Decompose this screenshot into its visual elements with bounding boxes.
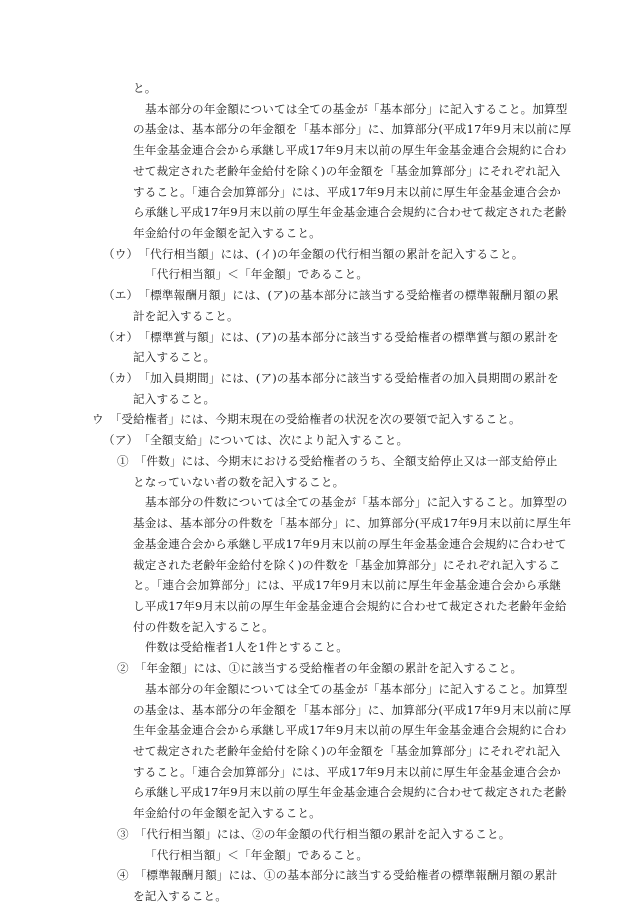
text-line: 基本部分の件数については全ての基金が「基本部分」に記入すること。加算型の: [145, 495, 568, 509]
text-line: ③ 「代行相当額」には、②の年金額の代行相当額の累計を記入すること。: [117, 827, 511, 841]
text-line: 年金給付の年金額を記入すること。: [133, 226, 321, 240]
text-line: （ア） 「全額支給」については、次により記入すること。: [103, 433, 409, 447]
text-line: 記入すること。: [133, 350, 216, 364]
text-line: 基本部分の年金額については全ての基金が「基本部分」に記入すること。加算型: [145, 682, 568, 696]
text-line: を記入すること。: [133, 889, 227, 903]
text-line: 記入すること。: [133, 392, 216, 406]
text-line: （エ） 「標準報酬月額」には、(ア)の基本部分に該当する受給権者の標準報酬月額の累: [103, 288, 559, 302]
text-line: 基本部分の年金額については全ての基金が「基本部分」に記入すること。加算型: [145, 102, 568, 116]
text-line: 金基金連合会から承継し平成17年9月末以前の厚生年金基金連合会規約に合わせて: [133, 537, 567, 551]
text-line: 付の件数を記入すること。: [133, 620, 274, 634]
text-line: （カ） 「加入員期間」には、(ア)の基本部分に該当する受給権者の加入員期間の累計を: [103, 371, 559, 385]
text-line: せて裁定された老齢年金給付を除く)の年金額を「基金加算部分」にそれぞれ記入: [133, 744, 561, 758]
text-line: し平成17年9月末以前の厚生年金基金連合会規約に合わせて裁定された老齢年金給: [133, 599, 567, 613]
text-line: 基金は、基本部分の件数を「基本部分」に、加算部分(平成17年9月末以前に厚生年: [133, 516, 572, 530]
text-line: ら承継し平成17年9月末以前の厚生年金基金連合会規約に合わせて裁定された老齢: [133, 205, 567, 219]
text-line: となっていない者の数を記入すること。: [133, 475, 345, 489]
text-line: せて裁定された老齢年金給付を除く)の年金額を「基金加算部分」にそれぞれ記入: [133, 164, 561, 178]
text-line: と。: [133, 81, 157, 95]
text-line: 「代行相当額」＜「年金額」であること。: [145, 267, 369, 281]
text-line: すること。「連合会加算部分」には、平成17年9月末以前に厚生年金基金連合会か: [133, 185, 561, 199]
text-line: ら承継し平成17年9月末以前の厚生年金基金連合会規約に合わせて裁定された老齢: [133, 785, 567, 799]
text-line: 件数は受給権者1人を1件とすること。: [145, 640, 348, 654]
text-line: の基金は、基本部分の年金額を「基本部分」に、加算部分(平成17年9月末以前に厚: [133, 703, 572, 717]
text-line: 「代行相当額」＜「年金額」であること。: [145, 848, 369, 862]
text-line: 計を記入すること。: [133, 309, 239, 323]
text-line: ① 「件数」には、今期末における受給権者のうち、全額支給停止又は一部支給停止: [117, 454, 558, 468]
text-line: ウ 「受給権者」には、今期末現在の受給権者の状況を次の要領で記入すること。: [92, 412, 521, 426]
text-line: 年金給付の年金額を記入すること。: [133, 806, 321, 820]
text-line: すること。「連合会加算部分」には、平成17年9月末以前に厚生年金基金連合会か: [133, 765, 561, 779]
text-line: の基金は、基本部分の年金額を「基本部分」に、加算部分(平成17年9月末以前に厚: [133, 122, 572, 136]
text-line: （オ） 「標準賞与額」には、(ア)の基本部分に該当する受給権者の標準賞与額の累計を: [103, 330, 559, 344]
text-line: ② 「年金額」には、①に該当する受給権者の年金額の累計を記入すること。: [117, 661, 523, 675]
text-line: ④ 「標準報酬月額」には、①の基本部分に該当する受給権者の標準報酬月額の累計: [117, 868, 558, 882]
text-line: 裁定された老齢年金給付を除く)の件数を「基金加算部分」にそれぞれ記入するこ: [133, 558, 561, 572]
text-line: 生年金基金連合会から承継し平成17年9月末以前の厚生年金基金連合会規約に合わ: [133, 723, 567, 737]
text-line: と。「連合会加算部分」には、平成17年9月末以前に厚生年金基金連合会から承継: [133, 578, 561, 592]
text-line: （ウ） 「代行相当額」には、(イ)の年金額の代行相当額の累計を記入すること。: [103, 247, 524, 261]
text-line: 生年金基金連合会から承継し平成17年9月末以前の厚生年金基金連合会規約に合わ: [133, 143, 567, 157]
